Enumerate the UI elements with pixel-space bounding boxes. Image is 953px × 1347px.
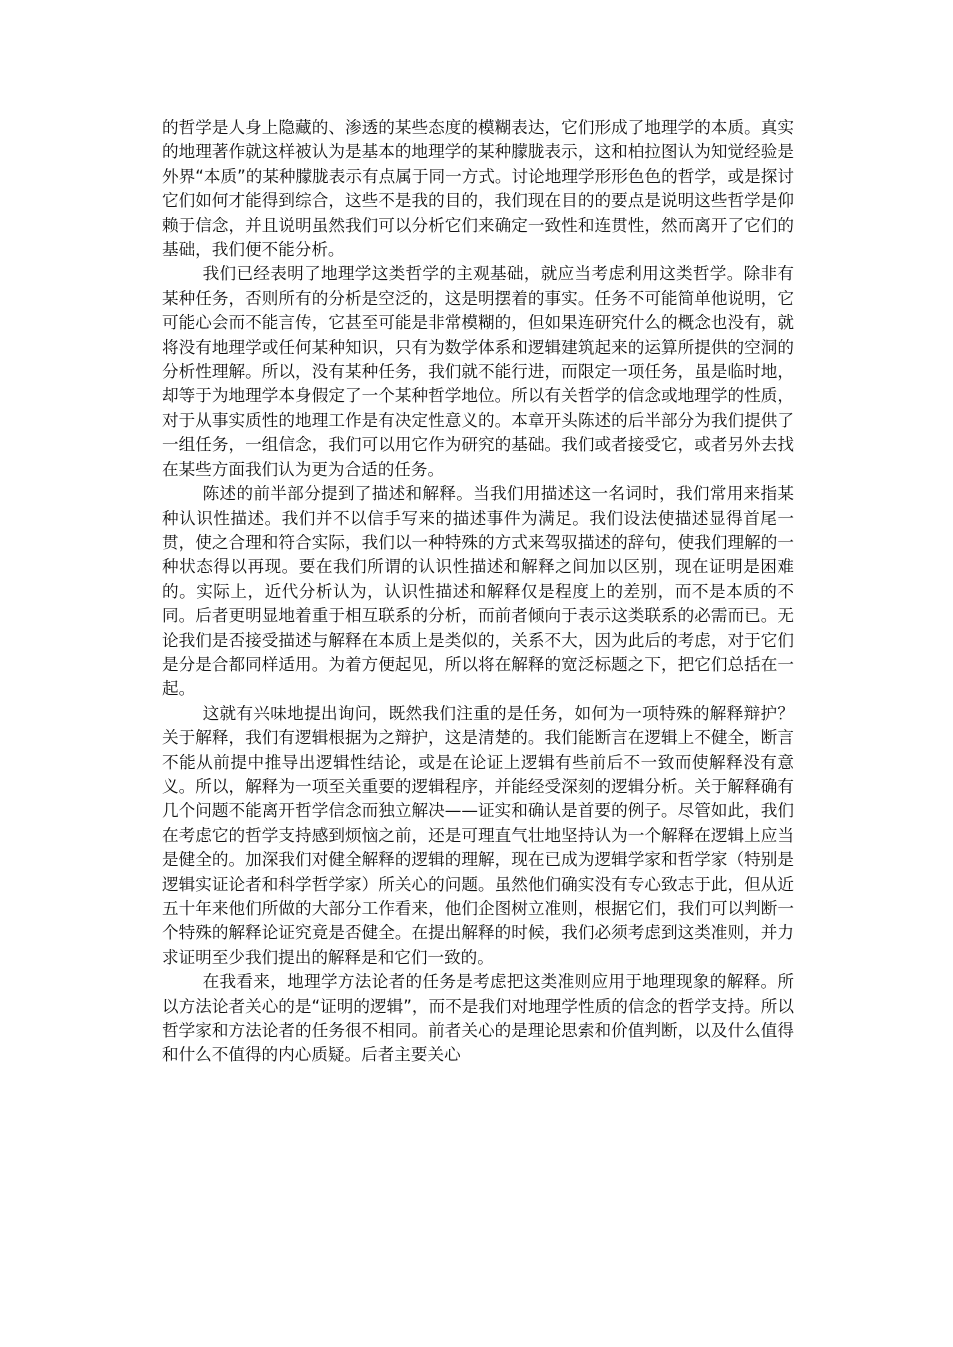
paragraph-justifying-explanation: 这就有兴味地提出询问，既然我们注重的是任务，如何为一项特殊的解释辩护？关于解释，我们有逻辑根据为之辩护，这是清楚的。我们能断言在逻辑上不健全，断言不能从前提中推导出逻辑性结论，或是在论证上逻辑有些前后不一致而使解释没有意义。所以，解释为一项至关重要的逻辑程序，并能经受深刻的逻辑分析。关于解释确有几个问题不能离开哲学信念而独立解决——证实和确认是首要的例子。尽管如此，我们在考虑它的哲学支持感到烦恼之前，还是可理直气壮地坚持认为一个解释在逻辑上应当是健全的。加深我们对健全解释的逻辑的理解，现在已成为逻辑学家和哲学家（特别是逻辑实证论者和科学哲学家）所关心的问题。虽然他们确实没有专心致志于此，但从近五十年来他们所做的大部分工作看来，他们企图树立准则，根据它们，我们可以判断一个特殊的解释论证究竟是否健全。在提出解释的时候，我们必须考虑到这类准则，并力求证明至少我们提出的解释是和它们一致的。 — [162, 703, 794, 967]
paragraph-description-explanation: 陈述的前半部分提到了描述和解释。当我们用描述这一名词时，我们常用来指某种认识性描述。我们并不以信手写来的描述事件为满足。我们设法使描述显得首尾一贯，使之合理和符合实际，我们以一种特殊的方式来驾驭描述的辞句，使我们理解的一种状态得以再现。要在我们所谓的认识性描述和解释之间加以区别，现在证明是困难的。实际上，近代分析认为，认识性描述和解释仅是程度上的差别，而不是本质的不同。后者更明显地着重于相互联系的分析，而前者倾向于表示这类联系的必需而已。无论我们是否接受描述与解释在本质上是类似的，关系不大，因为此后的考虑，对于它们是分是合都同样适用。为着方便起见，所以将在解释的宽泛标题之下，把它们总括在一起。 — [162, 484, 794, 699]
paragraph-methodologist-task: 在我看来，地理学方法论者的任务是考虑把这类准则应用于地理现象的解释。所以方法论者关心的是“证明的逻辑”，而不是我们对地理学性质的信念的哲学支持。所以哲学家和方法论者的任务很不相同。前者关心的是理论思索和价值判断，以及什么值得和什么不值得的内心质疑。后者主要关心 — [162, 972, 794, 1065]
paragraph-subjective-basis: 我们已经表明了地理学这类哲学的主观基础，就应当考虑利用这类哲学。除非有某种任务，否则所有的分析是空泛的，这是明摆着的事实。任务不可能简单他说明，它可能心会而不能言传，它甚至可能是非常模糊的，但如果连研究什么的概念也没有，就将没有地理学或任何某种知识，只有为数学体系和逻辑建筑起来的运算所提供的空洞的分析性理解。所以，没有某种任务，我们就不能行进，而限定一项任务，虽是临时地，却等于为地理学本身假定了一个某种哲学地位。所以有关哲学的信念或地理学的性质，对于从事实质性的地理工作是有决定性意义的。本章开头陈述的后半部分为我们提供了一组任务，一组信念，我们可以用它作为研究的基础。我们或者接受它，或者另外去找在某些方面我们认为更为合适的任务。 — [162, 264, 794, 479]
page-body — [162, 116, 794, 1068]
paragraph-continued: 的哲学是人身上隐藏的、渗透的某些态度的模糊表达，它们形成了地理学的本质。真实的地理著作就这样被认为是基本的地理学的某种朦胧表示，这和柏拉图认为知觉经验是外界“本质”的某种朦胧表示有点属于同一方式。讨论地理学形形色色的哲学，或是探讨它们如何才能得到综合，这些不是我的目的，我们现在目的的要点是说明这些哲学是仰赖于信念，并且说明虽然我们可以分析它们来确定一致性和连贯性，然而离开了它们的基础，我们便不能分析。 — [162, 118, 794, 260]
